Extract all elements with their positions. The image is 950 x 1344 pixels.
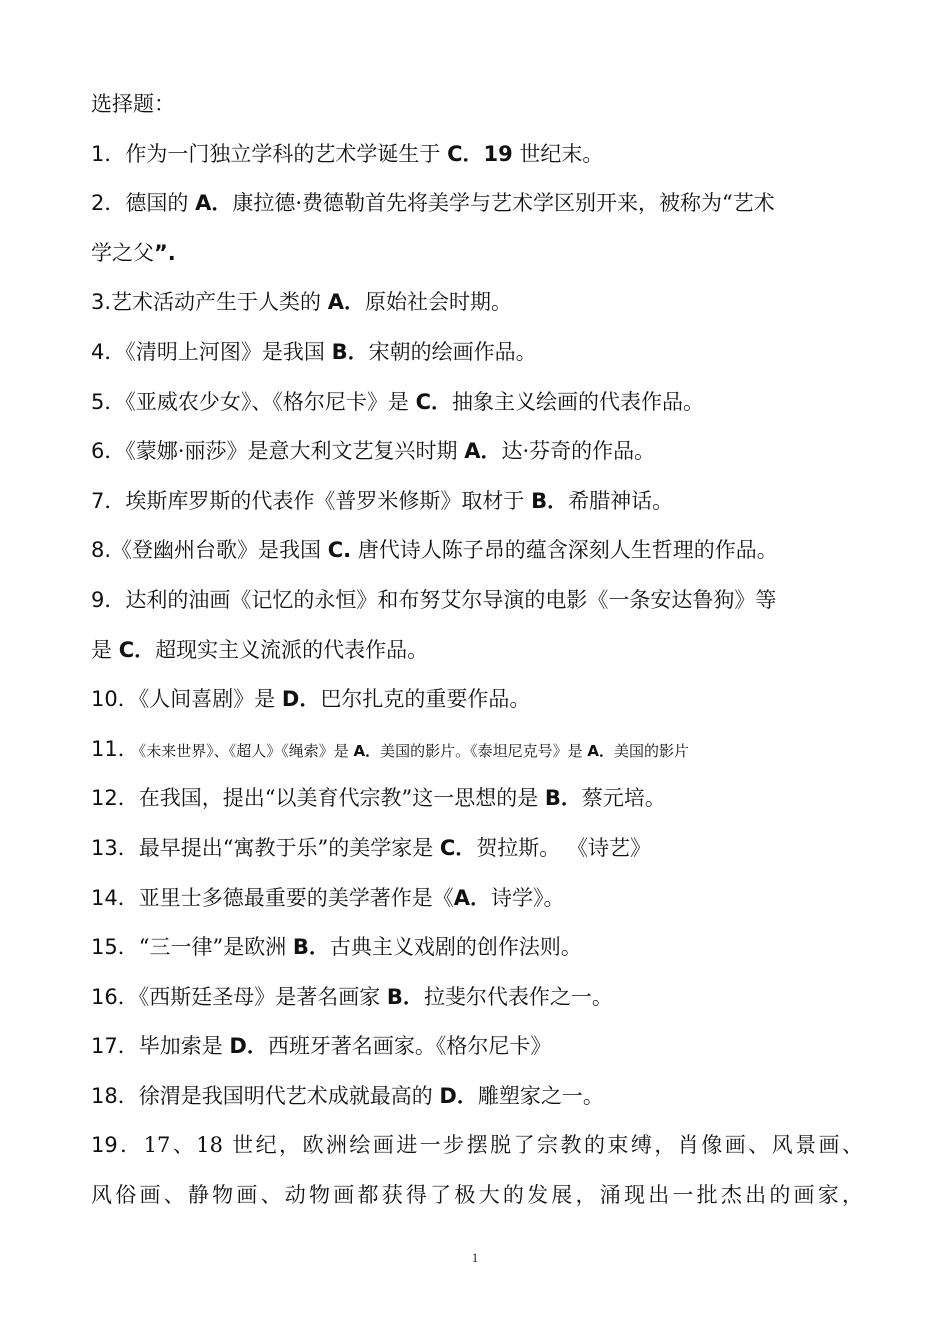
answer-choice: D．: [439, 1083, 478, 1108]
question-text: 17、18 世纪，欧洲绘画进一步摆脱了宗教的束缚，肖像画、风景画、: [143, 1133, 863, 1158]
question-text: 古典主义戏剧的创作法则。: [329, 935, 582, 960]
question-text: 《西斯廷圣母》是著名画家: [138, 984, 387, 1009]
answer-choice: ”.: [154, 240, 176, 265]
question-text: 蔡元培。: [581, 786, 666, 811]
question-number: 5．: [91, 389, 126, 414]
answer-choice: B．: [331, 339, 369, 364]
question-text: 贺拉斯。 《诗艺》: [476, 835, 651, 860]
answer-choice: A．: [453, 885, 491, 910]
question-line: [91, 378, 863, 428]
question-text: 美国的影片: [614, 741, 690, 760]
question-text: 世纪末。: [512, 141, 604, 166]
question-number: 14．: [91, 885, 139, 910]
page-number: 1: [471, 1250, 479, 1265]
question-number: 6．: [91, 439, 126, 464]
question-text: 徐渭是我国明代艺术成就最高的: [138, 1083, 440, 1108]
question-number: 16．: [91, 984, 139, 1009]
question-line: [91, 1121, 863, 1171]
question-line: [91, 626, 863, 676]
answer-choice: B．: [292, 935, 330, 960]
question-number: 9．: [91, 587, 126, 612]
answer-choice: B．: [386, 984, 424, 1009]
question-text: 唐代诗人陈子昂的蕴含深刻人生哲理的作品。: [351, 538, 778, 563]
question-number: 1．: [91, 141, 126, 166]
question-text: 是: [91, 637, 119, 662]
question-text: 埃斯库罗斯的代表作《普罗米修斯》取材于: [125, 488, 532, 513]
question-line: [91, 130, 863, 180]
question-number: 10．: [91, 687, 139, 712]
question-number: 19．: [91, 1133, 144, 1158]
answer-choice: A．: [327, 290, 365, 315]
question-line: [91, 824, 863, 874]
question-text: 超现实主义流派的代表作品。: [155, 637, 429, 662]
question-number: 15．: [91, 935, 139, 960]
question-text: 巴尔扎克的重要作品。: [320, 687, 531, 712]
question-list: [91, 80, 863, 1221]
question-line: [91, 973, 863, 1023]
answer-choice: D．: [281, 687, 321, 712]
question-line: [91, 427, 863, 477]
question-text: “三一律”是欧洲: [138, 935, 293, 960]
question-text: 亚里士多德最重要的美学著作是《: [138, 885, 454, 910]
question-text: 原始社会时期。: [365, 290, 512, 315]
question-text: 希腊神话。: [568, 488, 674, 513]
question-text: 《登幽州台歌》是我国: [111, 538, 328, 563]
question-text: 雕塑家之一。: [477, 1083, 604, 1108]
question-number: 18．: [91, 1083, 139, 1108]
answer-choice: A．: [353, 741, 381, 760]
answer-choice: A．: [587, 741, 615, 760]
question-text: 在我国，提出“以美育代宗教”这一思想的是: [138, 786, 545, 811]
question-number: 17．: [91, 1034, 139, 1059]
question-line: [91, 477, 863, 527]
question-text: 康拉德·费德勒首先将美学与艺术学区别开来，被称为“艺术: [232, 191, 775, 216]
question-number: 4．: [91, 339, 126, 364]
question-line: [91, 179, 863, 229]
question-text: 作为一门独立学科的艺术学诞生于: [125, 141, 448, 166]
question-text: 拉斐尔代表作之一。: [423, 984, 613, 1009]
question-text: 学之父: [91, 240, 154, 265]
question-line: [91, 278, 863, 328]
question-line: [91, 1022, 863, 1072]
question-text: 西班牙著名画家。《格尔尼卡》: [267, 1034, 552, 1059]
question-text: 最早提出“寓教于乐”的美学家是: [138, 835, 440, 860]
question-line: [91, 576, 863, 626]
question-line: [91, 1171, 863, 1221]
question-number: 2．: [91, 191, 126, 216]
answer-choice: A．: [195, 191, 233, 216]
question-number: 7．: [91, 488, 126, 513]
question-text: 宋朝的绘画作品。: [368, 339, 537, 364]
question-text: 毕加索是: [138, 1034, 230, 1059]
question-text: 《亚威农少女》、《格尔尼卡》是: [125, 389, 416, 414]
answer-choice: D．: [229, 1034, 268, 1059]
question-text: 德国的: [125, 191, 196, 216]
answer-choice: C.: [327, 538, 352, 563]
question-text: 《未来世界》、《超人》《绳索》是: [138, 741, 354, 760]
question-line: [91, 526, 863, 576]
question-text: 达·芬奇的作品。: [501, 439, 656, 464]
question-number: 3.: [91, 290, 112, 315]
question-text: 抽象主义绘画的代表作品。: [451, 389, 704, 414]
question-line: [91, 725, 863, 775]
question-text: 风俗画、静物画、动物画都获得了极大的发展，涌现出一批杰出的画家，: [91, 1183, 863, 1208]
question-line: [91, 328, 863, 378]
question-text: 《蒙娜·丽莎》是意大利文艺复兴时期: [125, 439, 465, 464]
question-number: 11．: [91, 736, 139, 761]
answer-choice: C．: [118, 637, 156, 662]
section-heading: 选择题：: [91, 92, 175, 116]
question-number: 8.: [91, 538, 112, 563]
answer-choice: C．19: [447, 141, 513, 166]
question-line: [91, 874, 863, 924]
answer-choice: C．: [415, 389, 452, 414]
question-line: [91, 923, 863, 973]
question-number: 12．: [91, 786, 139, 811]
answer-choice: C．: [439, 835, 477, 860]
answer-choice: B．: [531, 488, 569, 513]
question-number: 13．: [91, 835, 139, 860]
question-line: [91, 229, 863, 279]
question-text: 达利的油画《记忆的永恒》和布努艾尔导演的电影《一条安达鲁狗》等: [125, 587, 777, 612]
question-text: 美国的影片。《泰坦尼克号》是: [380, 741, 588, 760]
question-line: [91, 675, 863, 725]
question-lines: [91, 130, 863, 1221]
question-text: 诗学》。: [491, 885, 565, 910]
question-text: 艺术活动产生于人类的: [111, 290, 328, 315]
question-text: 《人间喜剧》是: [138, 687, 282, 712]
answer-choice: B．: [544, 786, 582, 811]
question-line: [91, 774, 863, 824]
answer-choice: A．: [464, 439, 502, 464]
question-line: [91, 1072, 863, 1122]
question-text: 《清明上河图》是我国: [125, 339, 332, 364]
